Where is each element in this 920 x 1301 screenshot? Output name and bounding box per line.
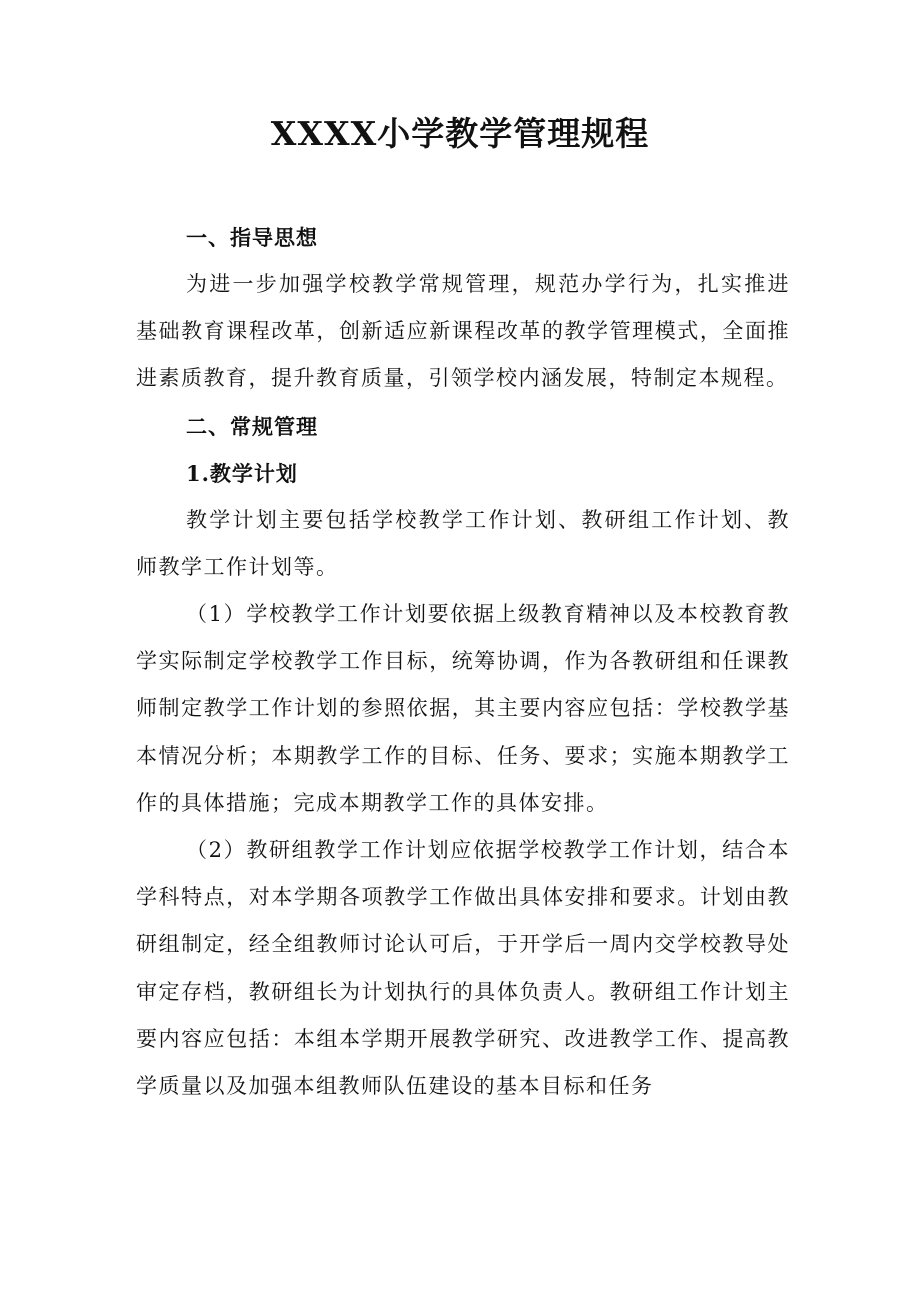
paragraph-research-group-plan: （2）教研组教学工作计划应依据学校教学工作计划，结合本学科特点，对本学期各项教学工作做出具体安排和要求。计划由教研组制定，经全组教师讨论认可后，于开学后一周内交学校教导处审定存档，教研组长为计划执行的具体负责人。教研组工作计划主要内容应包括：本组本学期开展教学研究、改进教学工作、提高教学质量以及加强本组教师队伍建设的基本目标和任务 <box>136 838 790 1099</box>
paragraph-school-teaching-plan: （1）学校教学工作计划要依据上级教育精神以及本校教育教学实际制定学校教学工作目标，统筹协调，作为各教研组和任课教师制定教学工作计划的参照依据，其主要内容应包括：学校教学基本情况分析；本期教学工作的目标、任务、要求；实施本期教学工作的具体措施；完成本期教学工作的具体安排。 <box>136 602 790 815</box>
subsection-heading-teaching-plan: 1.教学计划 <box>186 460 298 486</box>
paragraph-teaching-plan-intro: 教学计划主要包括学校教学工作计划、教研组工作计划、教师教学工作计划等。 <box>136 507 790 579</box>
section-heading-routine-management: 二、常规管理 <box>186 413 318 439</box>
paragraph-guiding-ideology: 为进一步加强学校教学常规管理，规范办学行为，扎实推进基础教育课程改革，创新适应新课程改革的教学管理模式，全面推进素质教育，提升教育质量，引领学校内涵发展，特制定本规程。 <box>136 272 790 391</box>
document-title: XXXX小学教学管理规程 <box>270 114 650 153</box>
document-body <box>136 214 790 1110</box>
section-heading-guiding-ideology: 一、指导思想 <box>186 225 318 250</box>
